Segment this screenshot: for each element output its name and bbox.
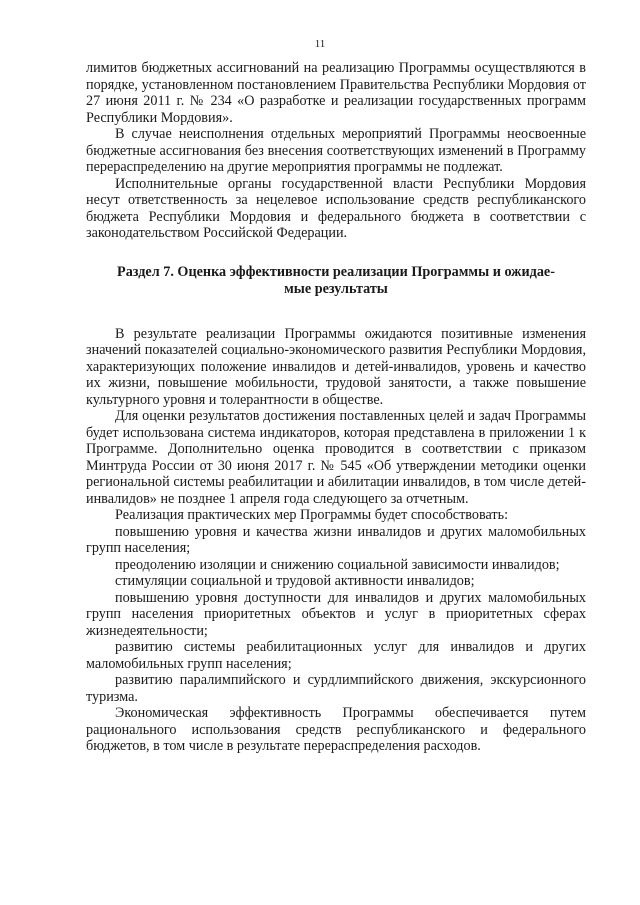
document-body	[86, 60, 586, 755]
paragraph-economic-efficiency: Экономическая эффективность Программы обеспечивается путем рационального использования средств республиканского и федерального бюджетов, в том числе в результате перераспределения расходов.	[86, 705, 586, 754]
list-item-accessibility: повышению уровня доступности для инвалидов и других маломобильных групп населения приоритетных объектов и услуг в приоритетных сферах жизнедеятельности;	[86, 589, 586, 639]
section-heading-line-2: мые результаты	[284, 280, 388, 297]
list-item-quality-of-life: повышению уровня и качества жизни инвалидов и других маломобильных групп населения;	[86, 523, 586, 556]
list-item-isolation: преодолению изоляции и снижению социальной зависимости инвалидов;	[115, 556, 560, 573]
paragraph-unexecuted-measures: В случае неисполнения отдельных мероприятий Программы неосвоенные бюджетные ассигнования без внесения соответствующих изменений в Программу перераспределению на другие мероприятия программы не подлежат.	[86, 126, 586, 175]
paragraph-executive-responsibility: Исполнительные органы государственной власти Республики Мордовия несут ответственность за нецелевое использование средств республиканского бюджета Республики Мордовия и федерального бюджета в соответствии с законодательством Российской Федерации.	[86, 175, 586, 241]
section-heading-line-1: Раздел 7. Оценка эффективности реализации Программы и ожидае-	[117, 263, 555, 280]
list-item-social-activity: стимуляции социальной и трудовой активности инвалидов;	[115, 573, 475, 589]
list-item-paralympic-tourism: развитию паралимпийского и сурдлимпийского движения, экскурсионного туризма.	[86, 672, 586, 705]
section-heading	[86, 264, 586, 298]
paragraph-evaluation-indicators: Для оценки результатов достижения поставленных целей и задач Программы будет использована система индикаторов, которая представлена в приложении 1 к Программе. Дополнительно оценка проводится в соответствии с приказом Минтруда России от 30 июня 2017 г. № 545 «Об утверждении методики оценки региональной системы реабилитации и абилитации инвалидов, в том числе детей-инвалидов» не позднее 1 апреля года следующего за отчетным.	[86, 408, 586, 507]
paragraph-budget-limits: лимитов бюджетных ассигнований на реализацию Программы осуществляются в порядке, установленном постановлением Правительства Республики Мордовия от 27 июня 2011 г. № 234 «О разработке и реализации государственных программ Республики Мордовия».	[86, 60, 586, 126]
paragraph-expected-changes: В результате реализации Программы ожидаются позитивные изменения значений показателей социально-экономического развития Республики Мордовия, характеризующих положение инвалидов и детей-инвалидов, уровень и качество их жизни, повышение мобильности, трудовой занятости, а также повышение культурного уровня и толерантности в обществе.	[86, 325, 586, 408]
list-item-rehabilitation-services: развитию системы реабилитационных услуг для инвалидов и других маломобильных групп населения;	[86, 639, 586, 672]
page-number: 11	[314, 38, 326, 50]
paragraph-measures-intro: Реализация практических мер Программы будет способствовать:	[115, 507, 509, 523]
